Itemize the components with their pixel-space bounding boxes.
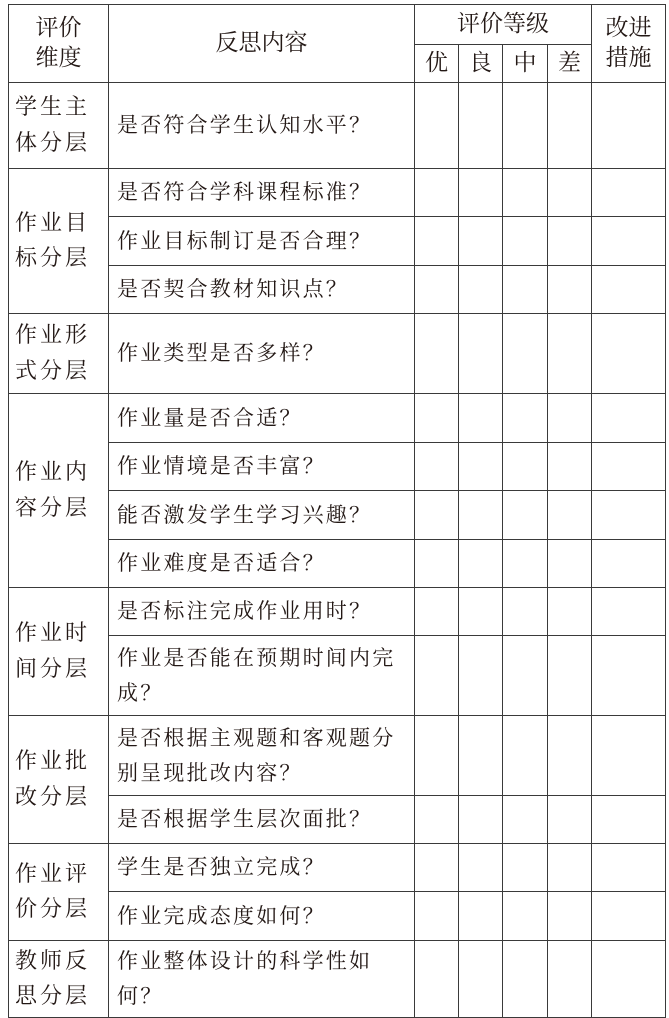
reflection-question: 是否符合学生认知水平？ [109, 83, 415, 169]
grade-good-cell[interactable] [459, 394, 503, 443]
reflection-question: 学生是否独立完成？ [109, 844, 415, 892]
grade-poor-cell[interactable] [548, 892, 592, 941]
grade-medium-cell[interactable] [503, 443, 548, 491]
grade-good-cell[interactable] [459, 844, 503, 892]
dimension-cell: 作业时间分层 [9, 588, 109, 716]
grade-good-cell[interactable] [459, 314, 503, 394]
reflection-question: 作业目标制订是否合理？ [109, 217, 415, 266]
grade-good-cell[interactable] [459, 443, 503, 491]
grade-poor-cell[interactable] [548, 83, 592, 169]
table-row [9, 169, 666, 217]
header-content: 反思内容 [109, 5, 415, 83]
grade-poor-cell[interactable] [548, 588, 592, 636]
table-row [9, 314, 666, 394]
reflection-question: 是否根据主观题和客观题分别呈现批改内容？ [109, 716, 415, 796]
grade-good-cell[interactable] [459, 491, 503, 540]
improvement-cell[interactable] [592, 716, 666, 796]
improvement-cell[interactable] [592, 588, 666, 636]
reflection-question: 作业量是否合适？ [109, 394, 415, 443]
grade-medium-cell[interactable] [503, 491, 548, 540]
header-grade-medium: 中 [503, 45, 548, 83]
reflection-question: 作业情境是否丰富？ [109, 443, 415, 491]
grade-poor-cell[interactable] [548, 169, 592, 217]
grade-excellent-cell[interactable] [415, 169, 459, 217]
grade-good-cell[interactable] [459, 83, 503, 169]
grade-medium-cell[interactable] [503, 636, 548, 716]
grade-good-cell[interactable] [459, 588, 503, 636]
dimension-cell: 作业批改分层 [9, 716, 109, 844]
header-improvement: 改进 措施 [592, 5, 666, 83]
grade-medium-cell[interactable] [503, 314, 548, 394]
grade-good-cell[interactable] [459, 217, 503, 266]
grade-excellent-cell[interactable] [415, 636, 459, 716]
grade-medium-cell[interactable] [503, 83, 548, 169]
reflection-question: 是否标注完成作业用时？ [109, 588, 415, 636]
table-row [9, 394, 666, 443]
grade-excellent-cell[interactable] [415, 844, 459, 892]
grade-excellent-cell[interactable] [415, 892, 459, 941]
grade-excellent-cell[interactable] [415, 266, 459, 314]
grade-poor-cell[interactable] [548, 941, 592, 1018]
table-row [9, 716, 666, 796]
grade-good-cell[interactable] [459, 636, 503, 716]
dimension-cell: 作业评价分层 [9, 844, 109, 941]
improvement-cell[interactable] [592, 844, 666, 892]
grade-excellent-cell[interactable] [415, 796, 459, 844]
improvement-cell[interactable] [592, 394, 666, 443]
header-grade-good: 良 [459, 45, 503, 83]
grade-medium-cell[interactable] [503, 844, 548, 892]
table-row [9, 941, 666, 1018]
grade-poor-cell[interactable] [548, 796, 592, 844]
grade-excellent-cell[interactable] [415, 83, 459, 169]
grade-poor-cell[interactable] [548, 266, 592, 314]
header-dimension: 评价 维度 [9, 5, 109, 83]
dimension-cell: 作业目标分层 [9, 169, 109, 314]
table-row [9, 83, 666, 169]
grade-poor-cell[interactable] [548, 314, 592, 394]
grade-excellent-cell[interactable] [415, 588, 459, 636]
improvement-cell[interactable] [592, 941, 666, 1018]
reflection-question: 作业完成态度如何？ [109, 892, 415, 941]
grade-excellent-cell[interactable] [415, 394, 459, 443]
grade-good-cell[interactable] [459, 716, 503, 796]
grade-poor-cell[interactable] [548, 443, 592, 491]
grade-poor-cell[interactable] [548, 636, 592, 716]
grade-good-cell[interactable] [459, 540, 503, 588]
improvement-cell[interactable] [592, 314, 666, 394]
grade-good-cell[interactable] [459, 941, 503, 1018]
reflection-question: 是否根据学生层次面批？ [109, 796, 415, 844]
grade-excellent-cell[interactable] [415, 443, 459, 491]
grade-medium-cell[interactable] [503, 169, 548, 217]
reflection-question: 作业难度是否适合？ [109, 540, 415, 588]
reflection-question: 能否激发学生学习兴趣？ [109, 491, 415, 540]
dimension-cell: 作业形式分层 [9, 314, 109, 394]
grade-excellent-cell[interactable] [415, 716, 459, 796]
grade-good-cell[interactable] [459, 796, 503, 844]
grade-good-cell[interactable] [459, 266, 503, 314]
grade-poor-cell[interactable] [548, 844, 592, 892]
header-grade: 评价等级 [415, 5, 592, 45]
dimension-cell: 教师反思分层 [9, 941, 109, 1018]
grade-poor-cell[interactable] [548, 217, 592, 266]
grade-excellent-cell[interactable] [415, 941, 459, 1018]
grade-medium-cell[interactable] [503, 941, 548, 1018]
reflection-evaluation-table [8, 4, 666, 1018]
improvement-cell[interactable] [592, 540, 666, 588]
table-row [9, 588, 666, 636]
grade-medium-cell[interactable] [503, 394, 548, 443]
reflection-question: 是否符合学科课程标准？ [109, 169, 415, 217]
improvement-cell[interactable] [592, 892, 666, 941]
grade-poor-cell[interactable] [548, 716, 592, 796]
grade-medium-cell[interactable] [503, 540, 548, 588]
grade-excellent-cell[interactable] [415, 540, 459, 588]
improvement-cell[interactable] [592, 443, 666, 491]
grade-good-cell[interactable] [459, 892, 503, 941]
grade-medium-cell[interactable] [503, 716, 548, 796]
improvement-cell[interactable] [592, 83, 666, 169]
grade-excellent-cell[interactable] [415, 314, 459, 394]
grade-medium-cell[interactable] [503, 796, 548, 844]
table-row [9, 844, 666, 892]
grade-medium-cell[interactable] [503, 217, 548, 266]
grade-medium-cell[interactable] [503, 892, 548, 941]
reflection-question: 作业是否能在预期时间内完成？ [109, 636, 415, 716]
grade-poor-cell[interactable] [548, 491, 592, 540]
grade-poor-cell[interactable] [548, 540, 592, 588]
improvement-cell[interactable] [592, 217, 666, 266]
reflection-question: 作业整体设计的科学性如何？ [109, 941, 415, 1018]
grade-good-cell[interactable] [459, 169, 503, 217]
grade-medium-cell[interactable] [503, 588, 548, 636]
improvement-cell[interactable] [592, 266, 666, 314]
reflection-question: 作业类型是否多样？ [109, 314, 415, 394]
grade-poor-cell[interactable] [548, 394, 592, 443]
grade-excellent-cell[interactable] [415, 217, 459, 266]
dimension-cell: 学生主体分层 [9, 83, 109, 169]
grade-excellent-cell[interactable] [415, 491, 459, 540]
grade-medium-cell[interactable] [503, 266, 548, 314]
improvement-cell[interactable] [592, 796, 666, 844]
reflection-question: 是否契合教材知识点？ [109, 266, 415, 314]
improvement-cell[interactable] [592, 636, 666, 716]
improvement-cell[interactable] [592, 491, 666, 540]
dimension-cell: 作业内容分层 [9, 394, 109, 588]
header-grade-excellent: 优 [415, 45, 459, 83]
improvement-cell[interactable] [592, 169, 666, 217]
header-grade-poor: 差 [548, 45, 592, 83]
